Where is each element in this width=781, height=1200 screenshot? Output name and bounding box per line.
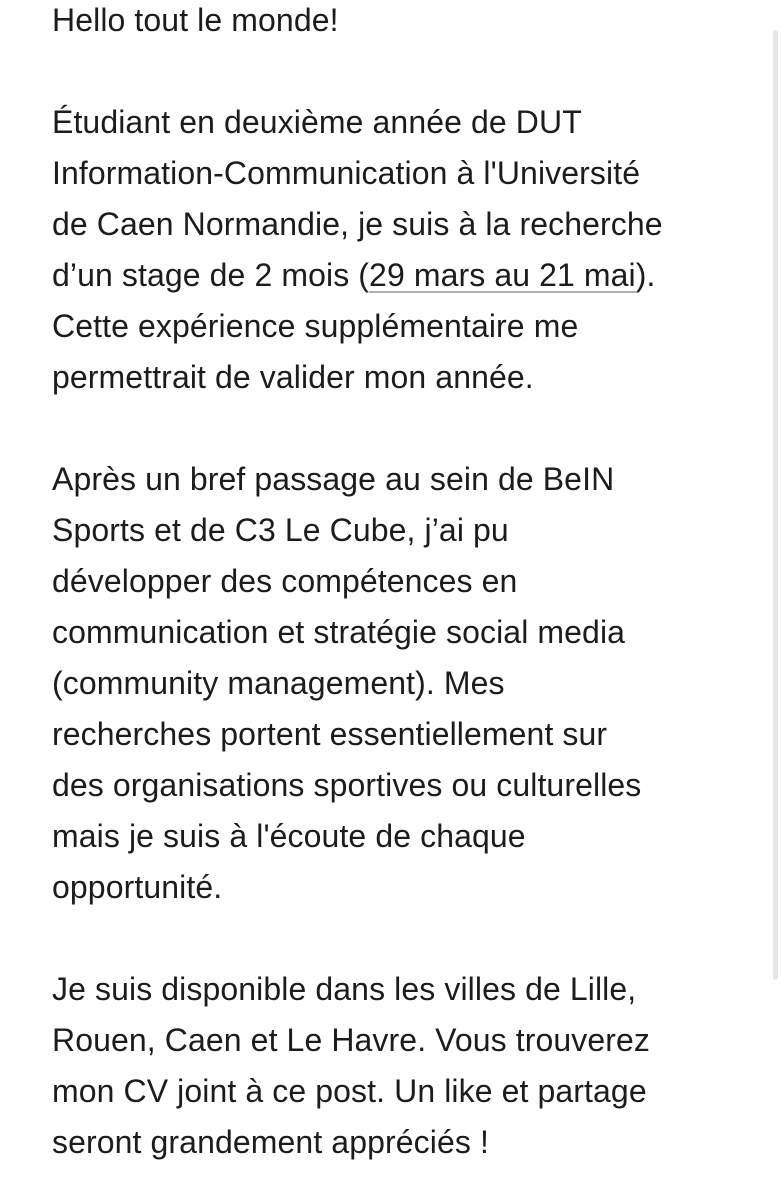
text-segment: ). (635, 257, 656, 293)
text-line: des organisations sportives ou culturelles (52, 767, 642, 803)
text-line: Information-Communication à l'Université (52, 155, 641, 191)
text-line (52, 250, 752, 301)
greeting-line: Hello tout le monde! (52, 2, 339, 38)
text-line: Cette expérience supplémentaire me (52, 308, 579, 344)
text-line: Après un bref passage au sein de BeIN (52, 461, 615, 497)
text-line: Sports et de C3 Le Cube, j’ai pu (52, 512, 509, 548)
paragraph-experience (52, 454, 752, 913)
paragraph-intro (52, 97, 752, 403)
text-line: mon CV joint à ce post. Un like et partage (52, 1073, 647, 1109)
text-line: développer des compétences en (52, 563, 518, 599)
text-segment: d’un stage de 2 mois ( (52, 257, 370, 293)
paragraph-spacer (52, 913, 752, 964)
text-line: recherches portent essentiellement sur (52, 716, 608, 752)
text-line: seront grandement appréciés ! (52, 1124, 489, 1160)
paragraph-availability (52, 964, 752, 1168)
text-line: opportunité. (52, 869, 223, 905)
paragraph-spacer (52, 403, 752, 454)
text-line: Étudiant en deuxième année de DUT (52, 104, 582, 140)
scrollbar[interactable] (773, 30, 778, 980)
text-line: Je suis disponible dans les villes de Lille, (52, 971, 637, 1007)
text-line: permettrait de valider mon année. (52, 359, 534, 395)
text-line: de Caen Normandie, je suis à la recherche (52, 206, 663, 242)
text-line: communication et stratégie social media (52, 614, 626, 650)
text-line: Rouen, Caen et Le Havre. Vous trouverez (52, 1022, 651, 1058)
note-body[interactable] (52, 0, 752, 1168)
text-line: (community management). Mes (52, 665, 505, 701)
paragraph-spacer (52, 46, 752, 97)
text-line: mais je suis à l'écoute de chaque (52, 818, 526, 854)
date-link[interactable]: 29 mars au 21 mai (369, 257, 636, 293)
